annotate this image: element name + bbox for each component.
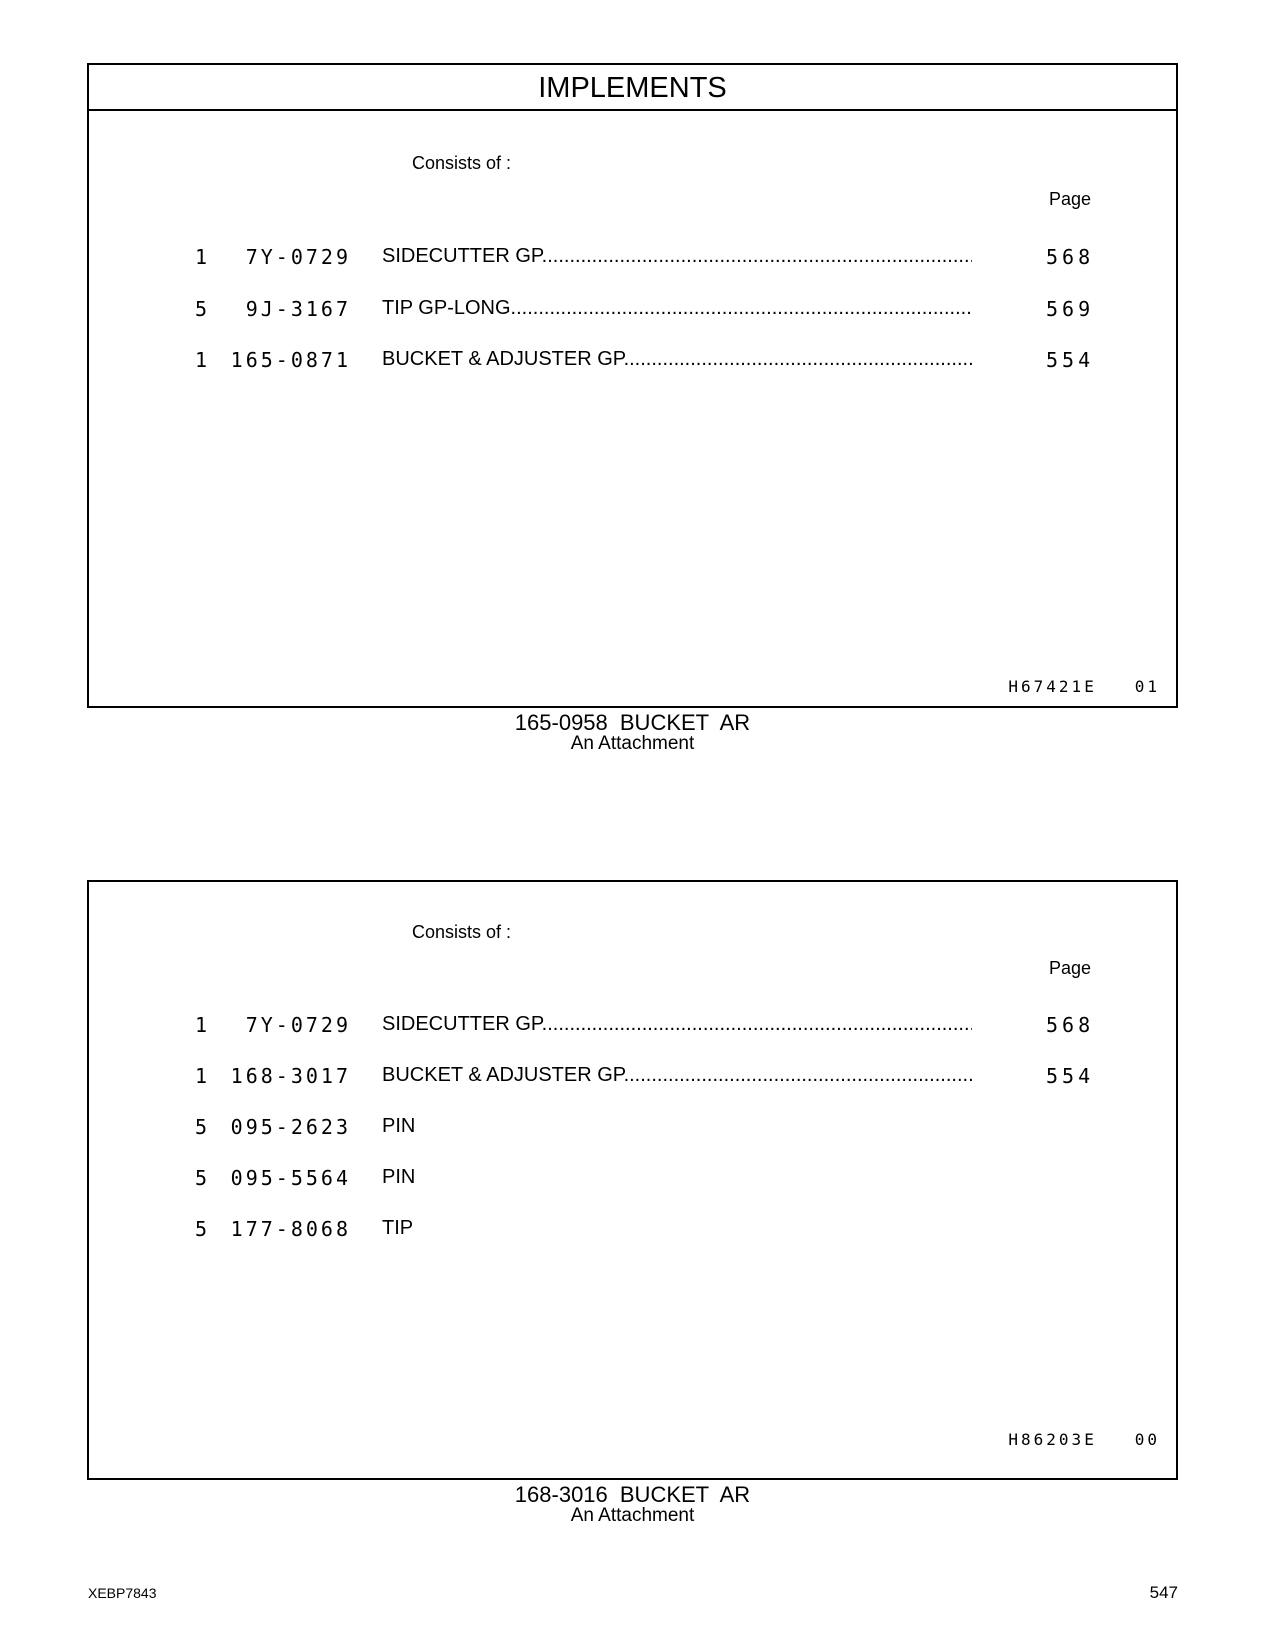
page-ref: 568: [1046, 245, 1095, 269]
group-caption: [87, 712, 1178, 753]
quantity: 5: [195, 297, 208, 321]
section-title: IMPLEMENTS: [89, 65, 1176, 111]
parts-row: [89, 348, 1176, 376]
caption-subtitle: An Attachment: [570, 1505, 695, 1526]
part-number: 095-5564: [230, 1166, 351, 1190]
quantity: 1: [195, 1013, 208, 1037]
part-number: 095-2623: [230, 1115, 351, 1139]
quantity: 5: [195, 1115, 208, 1139]
description: [382, 348, 972, 371]
quantity: 1: [195, 1064, 208, 1088]
page-number: 547: [1149, 1583, 1178, 1602]
description-text: TIP GP-LONG: [382, 297, 511, 319]
description: [382, 1013, 972, 1036]
part-number: 7Y-0729: [245, 245, 351, 269]
ref-code: H86203E: [1008, 1430, 1097, 1449]
consists-of-label: Consists of :: [412, 153, 512, 173]
document-number: XEBP7843: [88, 1585, 157, 1601]
description: [382, 1064, 972, 1087]
parts-row: [89, 1166, 1176, 1194]
quantity: 1: [195, 348, 208, 372]
parts-group-panel-1: [87, 63, 1178, 708]
part-number: 165-0871: [230, 348, 351, 372]
description: [382, 1217, 972, 1240]
description-text: BUCKET & ADJUSTER GP: [382, 348, 624, 370]
reference-code: [1008, 1430, 1160, 1449]
reference-code: [1008, 677, 1160, 696]
parts-row: [89, 297, 1176, 325]
description: [382, 245, 972, 268]
description-text: SIDECUTTER GP: [382, 1013, 542, 1035]
quantity: 1: [195, 245, 208, 269]
part-number: 9J-3167: [245, 297, 351, 321]
quantity: 5: [195, 1166, 208, 1190]
page-ref: 554: [1046, 348, 1095, 372]
caption-title: 165-0958 BUCKET AR: [514, 710, 751, 735]
description-text: BUCKET & ADJUSTER GP: [382, 1064, 624, 1086]
quantity: 5: [195, 1217, 208, 1241]
caption-subtitle: An Attachment: [570, 733, 695, 754]
parts-row: [89, 1217, 1176, 1245]
ref-revision: 00: [1134, 1430, 1160, 1449]
caption-title: 168-3016 BUCKET AR: [514, 1482, 751, 1507]
description-text: SIDECUTTER GP: [382, 245, 542, 267]
description-text: PIN: [382, 1166, 416, 1188]
parts-row: [89, 1013, 1176, 1041]
parts-row: [89, 1064, 1176, 1092]
description: [382, 1115, 972, 1138]
description: [382, 1166, 972, 1189]
page-ref: 554: [1046, 1064, 1095, 1088]
part-number: 177-8068: [230, 1217, 351, 1241]
parts-group-panel-2: [87, 880, 1178, 1480]
description: [382, 297, 972, 320]
ref-code: H67421E: [1008, 677, 1097, 696]
description-text: PIN: [382, 1115, 416, 1137]
consists-of-label: Consists of :: [412, 922, 512, 942]
parts-row: [89, 1115, 1176, 1143]
page-column-header: Page: [1049, 189, 1092, 209]
group-caption: [87, 1484, 1178, 1525]
page-ref: 568: [1046, 1013, 1095, 1037]
ref-revision: 01: [1134, 677, 1160, 696]
part-number: 168-3017: [230, 1064, 351, 1088]
part-number: 7Y-0729: [245, 1013, 351, 1037]
page-column-header: Page: [1049, 958, 1092, 978]
description-text: TIP: [382, 1217, 414, 1239]
parts-row: [89, 245, 1176, 273]
page-ref: 569: [1046, 297, 1095, 321]
